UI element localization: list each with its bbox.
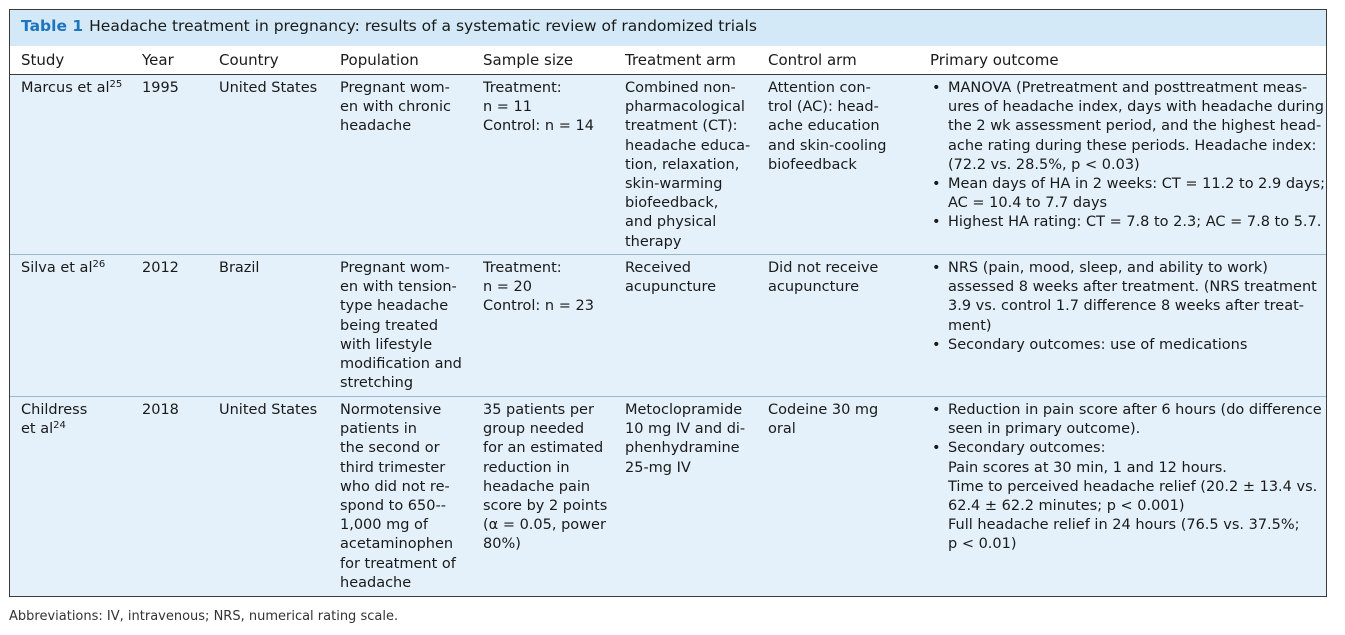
row-divider bbox=[10, 396, 1326, 397]
outcome-line: • Secondary outcomes: use of medications bbox=[948, 336, 1248, 353]
population-cell bbox=[340, 259, 462, 393]
population-line: with lifestyle bbox=[340, 336, 433, 353]
control-line: Did not receive bbox=[768, 260, 879, 276]
treatment-line: Combined non- bbox=[625, 80, 736, 96]
treatment-line: tion, relaxation, bbox=[625, 156, 740, 173]
sample-line: (α = 0.05, power bbox=[483, 517, 606, 534]
sample-line: 80%) bbox=[483, 536, 521, 553]
country-cell: United States bbox=[219, 80, 318, 96]
headache-treatment-table bbox=[9, 9, 1327, 597]
table-row bbox=[10, 74, 1326, 254]
treatment-line: phenhydramine bbox=[625, 440, 740, 457]
row-divider bbox=[10, 254, 1326, 255]
year-cell: 2018 bbox=[142, 402, 179, 418]
sample-line: n = 11 bbox=[483, 99, 533, 116]
column-header-country: Country bbox=[219, 51, 279, 69]
population-line: third trimester bbox=[340, 459, 446, 476]
outcome-line: assessed 8 weeks after treatment. (NRS treatment bbox=[948, 279, 1317, 296]
sample-line: Treatment: bbox=[483, 80, 562, 96]
sample-size-cell bbox=[483, 401, 607, 555]
outcome-bullet bbox=[930, 401, 1322, 439]
outcome-line: ures of headache index, days with headache during bbox=[948, 99, 1324, 116]
outcome-bullet bbox=[930, 175, 1325, 213]
treatment-arm-cell bbox=[625, 259, 716, 297]
outcome-line: p < 0.01) bbox=[948, 536, 1017, 553]
treatment-line: acupuncture bbox=[625, 279, 717, 296]
outcome-line: seen in primary outcome). bbox=[948, 421, 1141, 438]
control-arm-cell bbox=[768, 401, 878, 439]
outcome-line: • Highest HA rating: CT = 7.8 to 2.3; AC = 7.8 to 5.7. bbox=[948, 214, 1322, 231]
control-line: ache education bbox=[768, 118, 880, 135]
study-cell bbox=[21, 401, 87, 439]
primary-outcome-cell bbox=[930, 79, 1325, 233]
outcome-line: ment) bbox=[948, 317, 992, 334]
control-line: Codeine 30 mg bbox=[768, 402, 879, 418]
treatment-line: biofeedback, bbox=[625, 195, 719, 212]
outcome-line: Full headache relief in 24 hours (76.5 vs. 37.5%; bbox=[948, 517, 1300, 534]
sample-line: Control: n = 14 bbox=[483, 118, 594, 135]
table-caption-bar bbox=[10, 10, 1326, 47]
outcome-line: the 2 wk assessment period, and the highest head- bbox=[948, 118, 1322, 135]
population-line: Pregnant wom- bbox=[340, 80, 450, 96]
population-line: acetaminophen bbox=[340, 536, 454, 553]
outcome-line: Pain scores at 30 min, 1 and 12 hours. bbox=[948, 459, 1227, 476]
outcome-line: • Secondary outcomes: bbox=[948, 440, 1106, 457]
outcome-line: ache rating during these periods. Headache index: bbox=[948, 137, 1317, 154]
table-title: Headache treatment in pregnancy: results of a systematic review of randomized trials bbox=[89, 17, 757, 35]
treatment-line: 25-mg IV bbox=[625, 459, 691, 476]
sample-line: 35 patients per bbox=[483, 402, 594, 418]
population-line: stretching bbox=[340, 375, 414, 392]
population-line: 1,000 mg of bbox=[340, 517, 429, 534]
population-cell bbox=[340, 79, 451, 137]
treatment-line: therapy bbox=[625, 233, 682, 250]
treatment-line: headache educa- bbox=[625, 137, 751, 154]
outcome-bullet bbox=[930, 259, 1317, 336]
population-line: en with tension- bbox=[340, 279, 457, 296]
column-header-year: Year bbox=[142, 51, 174, 69]
population-line: headache bbox=[340, 574, 412, 591]
population-cell bbox=[340, 401, 456, 593]
sample-line: n = 20 bbox=[483, 279, 533, 296]
population-line: en with chronic bbox=[340, 99, 451, 116]
control-arm-cell bbox=[768, 259, 878, 297]
population-line: who did not re- bbox=[340, 478, 450, 495]
outcome-line: • Mean days of HA in 2 weeks: CT = 11.2 to 2.9 days; bbox=[948, 176, 1325, 193]
sample-line: for an estimated bbox=[483, 440, 604, 457]
control-line: biofeedback bbox=[768, 156, 857, 173]
control-line: acupuncture bbox=[768, 279, 860, 296]
population-line: the second or bbox=[340, 440, 440, 457]
column-header-sample-size: Sample size bbox=[483, 51, 574, 69]
sample-line: score by 2 points bbox=[483, 498, 608, 515]
study-reference: 26 bbox=[92, 259, 106, 270]
study-name bbox=[21, 420, 87, 439]
outcome-line: • NRS (pain, mood, sleep, and ability to work) bbox=[948, 260, 1268, 276]
table-row bbox=[10, 254, 1326, 396]
study-name: Marcus et al bbox=[21, 80, 110, 96]
outcome-line: • Reduction in pain score after 6 hours (do difference bbox=[948, 402, 1322, 418]
treatment-line: treatment (CT): bbox=[625, 118, 738, 135]
column-header-treatment-arm: Treatment arm bbox=[625, 51, 736, 69]
population-line: type headache bbox=[340, 298, 449, 315]
treatment-arm-cell bbox=[625, 401, 745, 478]
sample-line: headache pain bbox=[483, 478, 591, 495]
outcome-line: AC = 10.4 to 7.7 days bbox=[948, 195, 1108, 212]
control-line: Attention con- bbox=[768, 80, 871, 96]
population-line: being treated bbox=[340, 317, 439, 334]
sample-line: group needed bbox=[483, 421, 585, 438]
treatment-line: pharmacological bbox=[625, 99, 745, 116]
population-line: modification and bbox=[340, 356, 462, 373]
study-name-suffix: et al bbox=[21, 421, 54, 438]
table-header-row bbox=[10, 46, 1326, 75]
study-reference: 24 bbox=[53, 420, 66, 432]
column-header-study: Study bbox=[21, 51, 65, 69]
country-cell: Brazil bbox=[219, 260, 260, 276]
table-row bbox=[10, 396, 1326, 596]
table-number: Table 1 bbox=[21, 17, 84, 35]
primary-outcome-cell bbox=[930, 259, 1317, 355]
treatment-line: and physical bbox=[625, 214, 717, 231]
treatment-line: 10 mg IV and di- bbox=[625, 421, 746, 438]
study-name: Silva et al bbox=[21, 260, 93, 276]
outcome-line: Time to perceived headache relief (20.2 ± 13.4 vs. bbox=[948, 478, 1318, 495]
table-footnote: Abbreviations: IV, intravenous; NRS, numerical rating scale. bbox=[9, 609, 399, 624]
population-line: Normotensive bbox=[340, 402, 442, 418]
outcome-line: (72.2 vs. 28.5%, p < 0.03) bbox=[948, 156, 1140, 173]
year-cell: 2012 bbox=[142, 260, 179, 276]
control-line: and skin-cooling bbox=[768, 137, 887, 154]
treatment-line: Received bbox=[625, 260, 691, 276]
population-line: for treatment of bbox=[340, 555, 456, 572]
study-cell bbox=[21, 79, 122, 98]
population-line: spond to 650-- bbox=[340, 498, 446, 515]
sample-line: Treatment: bbox=[483, 260, 562, 276]
population-line: patients in bbox=[340, 421, 417, 438]
treatment-line: skin-warming bbox=[625, 176, 723, 193]
population-line: Pregnant wom- bbox=[340, 260, 450, 276]
study-cell bbox=[21, 259, 105, 278]
outcome-line: 62.4 ± 62.2 minutes; p < 0.001) bbox=[948, 498, 1185, 515]
column-header-control-arm: Control arm bbox=[768, 51, 857, 69]
treatment-line: Metoclopramide bbox=[625, 402, 743, 418]
population-line: headache bbox=[340, 118, 412, 135]
control-line: trol (AC): head- bbox=[768, 99, 879, 116]
sample-size-cell bbox=[483, 259, 594, 317]
primary-outcome-cell bbox=[930, 401, 1322, 555]
table-caption bbox=[21, 17, 757, 35]
sample-line: Control: n = 23 bbox=[483, 298, 594, 315]
outcome-line: 3.9 vs. control 1.7 difference 8 weeks after treat- bbox=[948, 298, 1305, 315]
outcome-bullet bbox=[930, 213, 1325, 232]
study-reference: 25 bbox=[109, 79, 123, 90]
outcome-bullet bbox=[930, 439, 1322, 554]
column-header-population: Population bbox=[340, 51, 419, 69]
control-line: oral bbox=[768, 421, 796, 438]
outcome-bullet bbox=[930, 79, 1325, 175]
treatment-arm-cell bbox=[625, 79, 750, 252]
country-cell: United States bbox=[219, 402, 318, 418]
control-arm-cell bbox=[768, 79, 886, 175]
study-name: Childress bbox=[21, 402, 88, 418]
year-cell: 1995 bbox=[142, 80, 179, 96]
sample-line: reduction in bbox=[483, 459, 570, 476]
column-header-primary-outcome: Primary outcome bbox=[930, 51, 1059, 69]
sample-size-cell bbox=[483, 79, 594, 137]
outcome-bullet bbox=[930, 336, 1317, 355]
outcome-line: • MANOVA (Pretreatment and posttreatment meas- bbox=[948, 80, 1308, 96]
